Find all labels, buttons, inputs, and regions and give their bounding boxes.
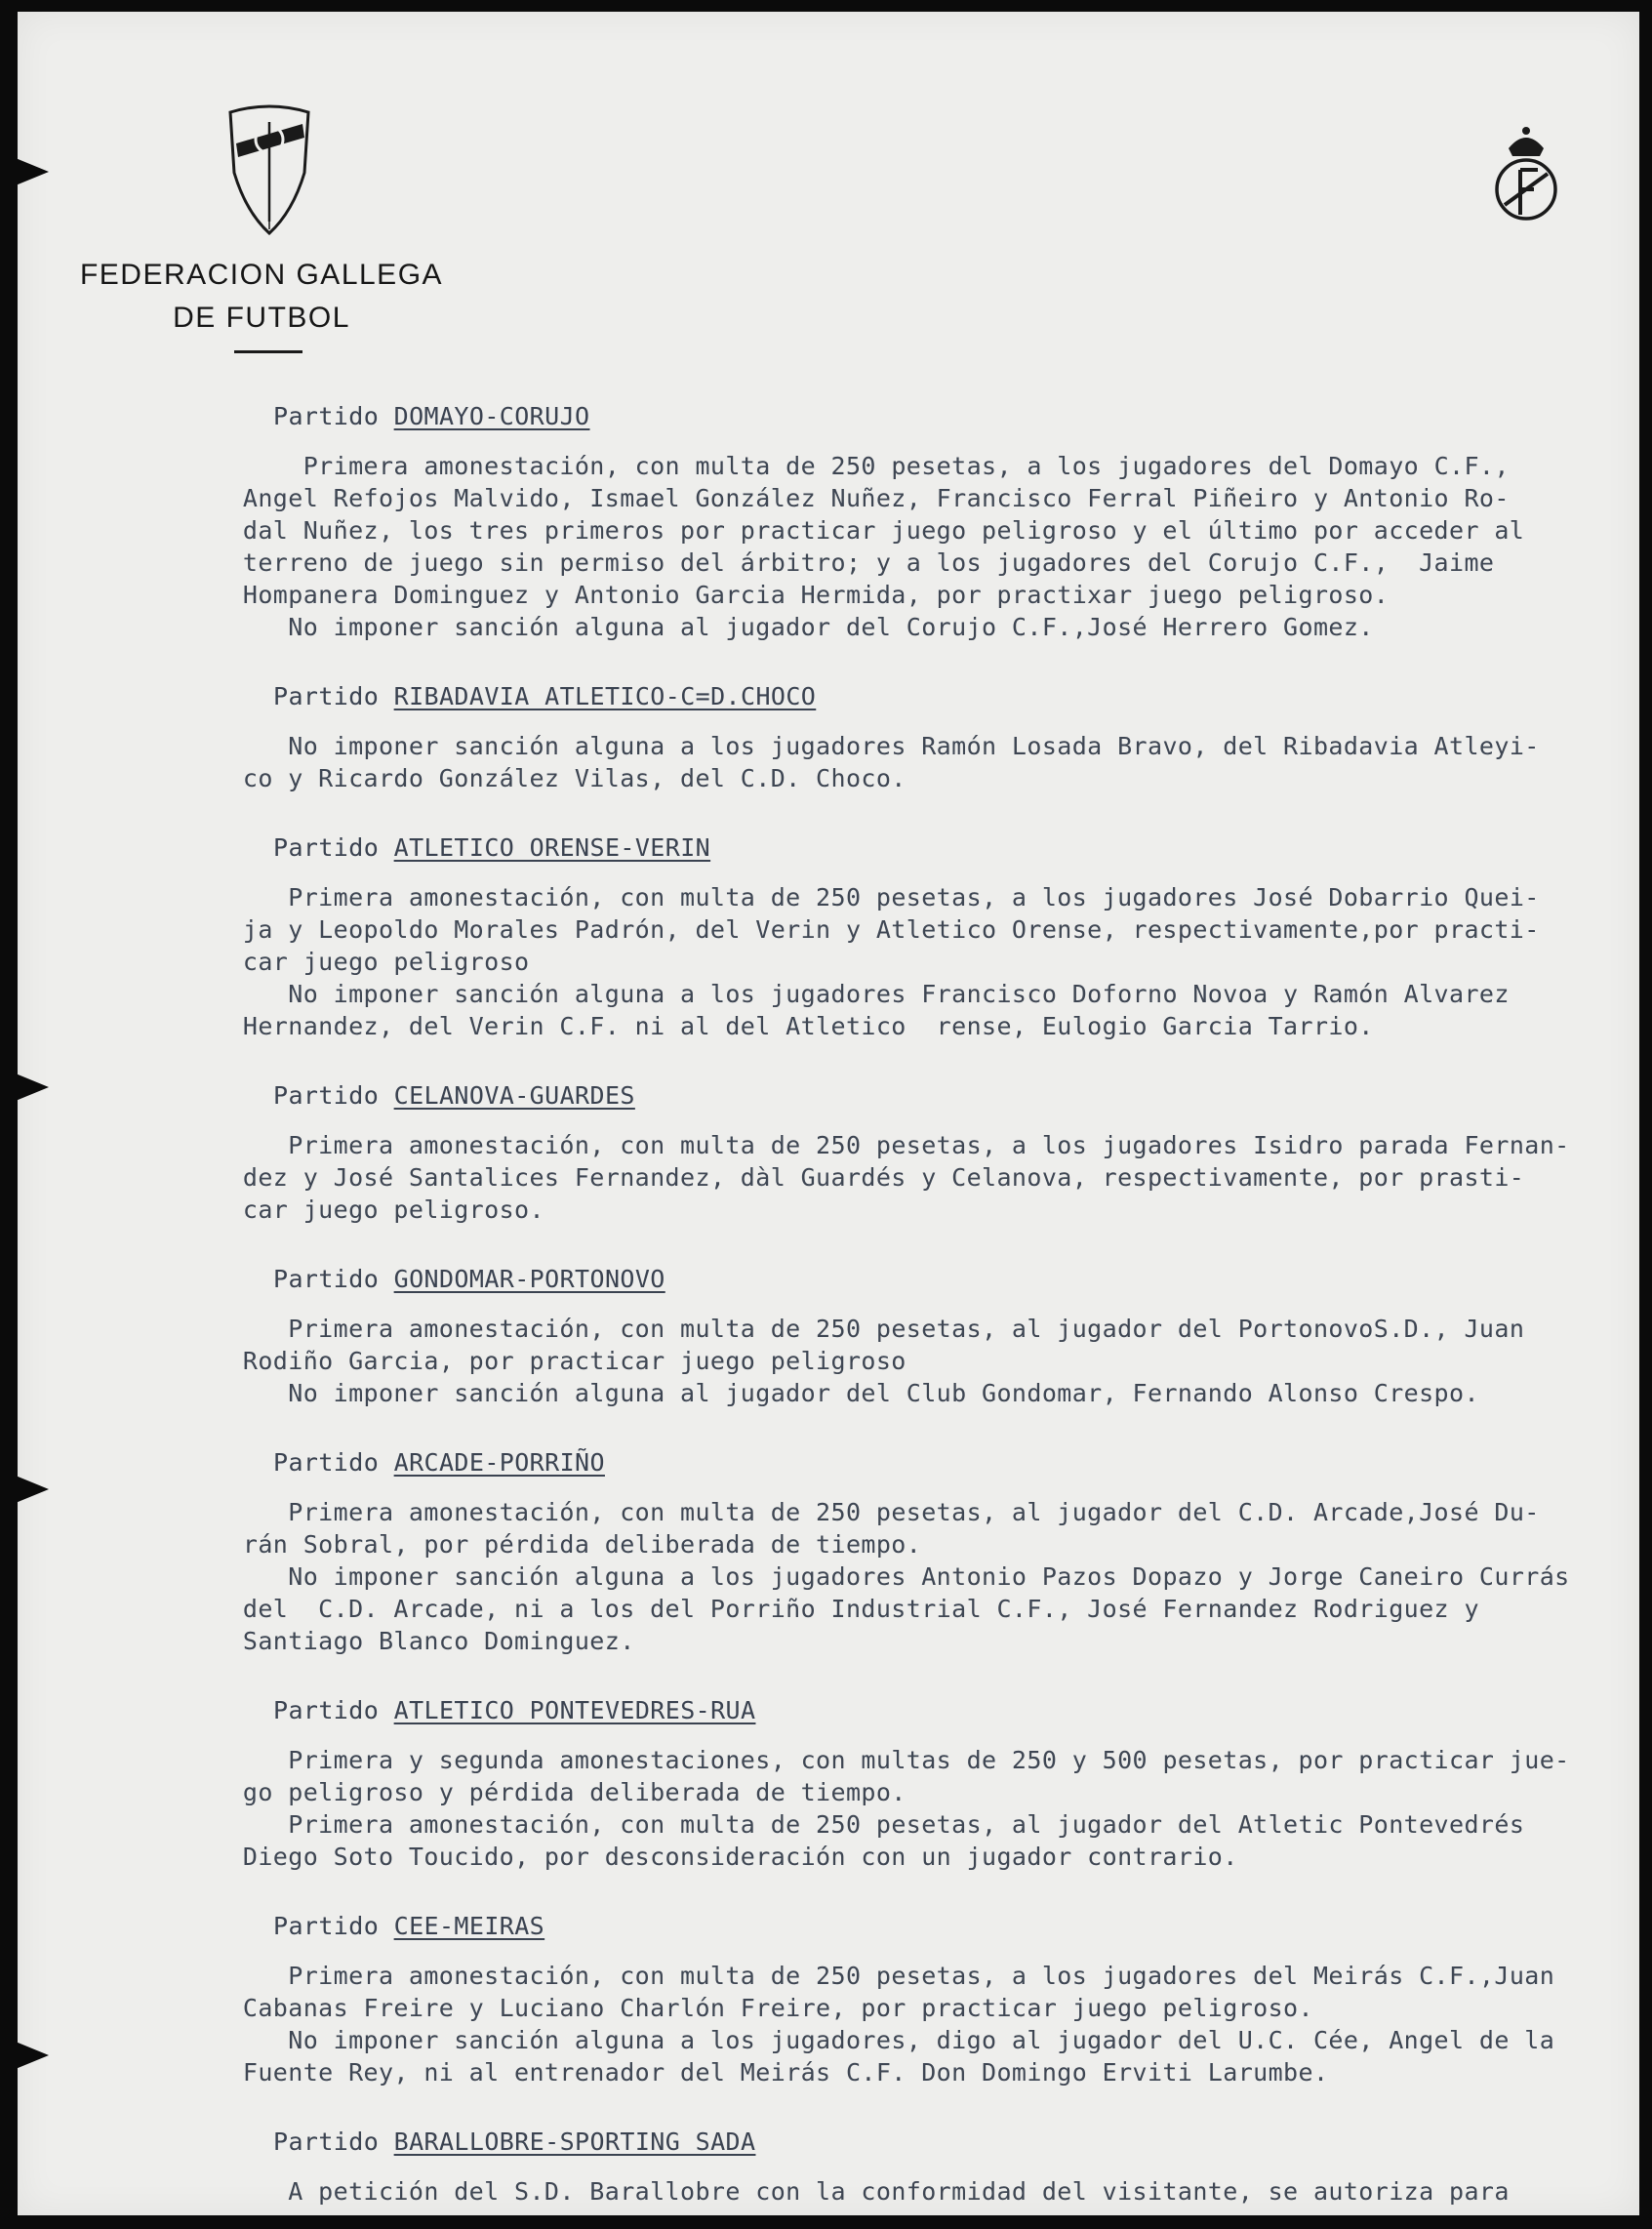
match-title <box>273 1694 1637 1726</box>
match-section <box>213 1694 1637 1873</box>
resolution-paragraph: Primera amonestación, con multa de 250 pesetas, a los jugadores del Meirás C.F.,Juan Cabanas Freire y Luciano Charlón Freire, por practicar juego peligroso. <box>242 1962 1555 2022</box>
header-rule <box>234 350 302 353</box>
match-section <box>213 831 1637 1042</box>
match-teams: CEE-MEIRAS <box>393 1912 545 1940</box>
resolution-paragraph: Primera amonestación, con multa de 250 pesetas, a los jugadores Isidro parada Fernan- dez y José Santalices Fernandez, dàl Guardés y Celanova, respectivamente, por prasti- car juego peligroso. <box>242 1131 1570 1224</box>
match-prefix: Partido <box>273 1912 380 1940</box>
resolution-paragraph: A petición del S.D. Barallobre con la conformidad del visitante, se autoriza para <box>213 2177 1510 2206</box>
match-title <box>273 400 1637 432</box>
resolution-paragraph: Primera amonestación, con multa de 250 pesetas, al jugador del PortonovoS.D., Juan Rodiño Garcia, por practicar juego peligroso <box>242 1315 1525 1375</box>
match-section <box>213 1910 1637 2088</box>
match-prefix: Partido <box>273 1448 380 1477</box>
page-edge-notch <box>18 1074 49 1101</box>
match-teams: BARALLOBRE-SPORTING SADA <box>393 2128 756 2156</box>
match-prefix: Partido <box>273 2128 380 2156</box>
match-prefix: Partido <box>273 1696 380 1724</box>
resolution-paragraph: Primera amonestación, con multa de 250 pesetas, a los jugadores del Domayo C.F., Angel Refojos Malvido, Ismael González Nuñez, Francisco Ferral Piñeiro y Antonio Ro- dal Nuñez, los tres primeros por practicar juego peligroso y el último por acceder al terreno de juego sin permiso del árbitro; y a los jugadores del Corujo C.F., Jaime Hompanera Dominguez y Antonio Garcia Hermida, por practixar juego peligroso. <box>242 452 1525 609</box>
match-teams: GONDOMAR-PORTONOVO <box>393 1265 665 1293</box>
match-section <box>213 1079 1637 1226</box>
match-title <box>273 1079 1637 1112</box>
match-title <box>273 831 1637 864</box>
match-section <box>213 2126 1637 2208</box>
match-title <box>273 2126 1637 2158</box>
page-edge-notch <box>18 2042 49 2069</box>
resolution-paragraph: No imponer sanción alguna a los jugadores, digo al jugador del U.C. Cée, Angel de la Fuente Rey, ni al entrenador del Meirás C.F. Don Domingo Erviti Larumbe. <box>242 2026 1555 2087</box>
resolution-paragraph: No imponer sanción alguna a los jugadores Ramón Losada Bravo, del Ribadavia Atleyi- co y Ricardo González Vilas, del C.D. Choco. <box>242 732 1540 792</box>
shield-crest-icon <box>222 104 316 241</box>
match-prefix: Partido <box>273 1081 380 1110</box>
match-section <box>213 680 1637 794</box>
match-teams: CELANOVA-GUARDES <box>393 1081 635 1110</box>
match-prefix: Partido <box>273 402 380 430</box>
match-prefix: Partido <box>273 682 380 710</box>
match-section <box>213 1446 1637 1657</box>
resolution-paragraph: No imponer sanción alguna al jugador del Club Gondomar, Fernando Alonso Crespo. <box>213 1379 1479 1407</box>
document-page <box>18 12 1639 2215</box>
resolution-paragraph: No imponer sanción alguna a los jugadores Francisco Doforno Novoa y Ramón Alvarez Hernandez, del Verin C.F. ni al del Atletico rense, Eulogio Garcia Tarrio. <box>242 980 1510 1040</box>
match-section <box>213 1263 1637 1409</box>
match-title <box>273 680 1637 712</box>
match-teams: RIBADAVIA ATLETICO-C=D.CHOCO <box>393 682 817 710</box>
org-line-2: DE FUTBOL <box>173 302 350 334</box>
resolution-paragraph: No imponer sanción alguna a los jugadores Antonio Pazos Dopazo y Jorge Caneiro Currás del C.D. Arcade, ni a los del Porriño Industrial C.F., José Fernandez Rodriguez y Santiago Blanco Dominguez. <box>242 1562 1570 1655</box>
match-teams: ATLETICO PONTEVEDRES-RUA <box>393 1696 756 1724</box>
resolution-paragraph: Primera y segunda amonestaciones, con multas de 250 y 500 pesetas, por practicar jue- go peligroso y pérdida deliberada de tiempo. <box>242 1746 1570 1806</box>
match-title <box>273 1263 1637 1295</box>
resolution-paragraph: No imponer sanción alguna al jugador del Corujo C.F.,José Herrero Gomez. <box>213 613 1374 641</box>
organization-name <box>76 254 447 340</box>
match-title <box>273 1910 1637 1942</box>
crowned-federation-emblem-icon <box>1491 119 1561 236</box>
page-edge-notch <box>18 1476 49 1503</box>
match-teams: DOMAYO-CORUJO <box>393 402 590 430</box>
org-line-1: FEDERACION GALLEGA <box>79 259 444 291</box>
resolution-paragraph: Primera amonestación, con multa de 250 pesetas, a los jugadores José Dobarrio Quei- ja y Leopoldo Morales Padrón, del Verin y Atletico Orense, respectivamente,por practi- car juego peligroso <box>242 883 1540 976</box>
match-teams: ATLETICO ORENSE-VERIN <box>393 833 711 862</box>
match-title <box>273 1446 1637 1479</box>
resolution-paragraph: Primera amonestación, con multa de 250 pesetas, al jugador del C.D. Arcade,José Du- rán Sobral, por pérdida deliberada de tiempo. <box>242 1498 1540 1559</box>
match-prefix: Partido <box>273 1265 380 1293</box>
resolutions-body <box>213 400 1637 2215</box>
page-edge-notch <box>18 158 49 185</box>
match-section <box>213 400 1637 643</box>
match-teams: ARCADE-PORRIÑO <box>393 1448 605 1477</box>
match-prefix: Partido <box>273 833 380 862</box>
resolution-paragraph: Primera amonestación, con multa de 250 pesetas, al jugador del Atletic Pontevedrés Diego Soto Toucido, por desconsideración con un jugador contrario. <box>242 1810 1525 1871</box>
